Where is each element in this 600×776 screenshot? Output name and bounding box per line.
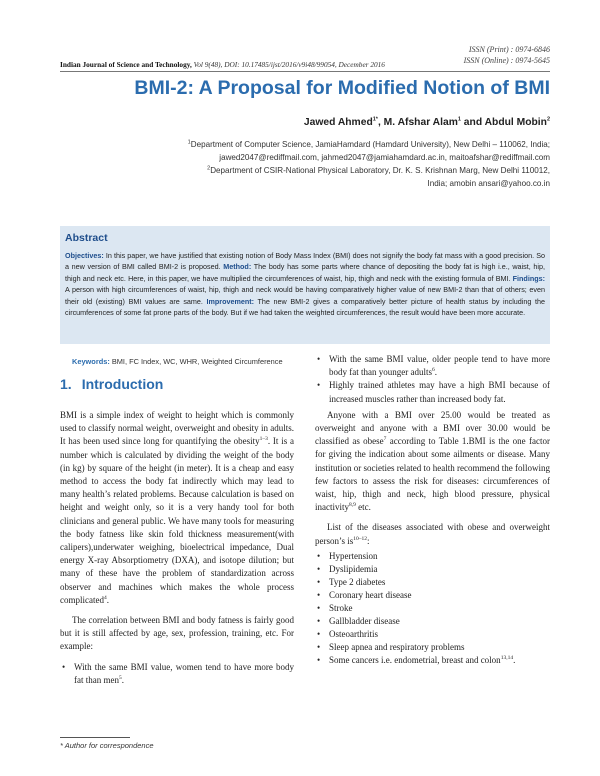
citation: 1–3 bbox=[259, 436, 268, 443]
footnote: * Author for correspondence bbox=[60, 741, 154, 750]
paragraph bbox=[60, 409, 294, 607]
list-item: • Highly trained athletes may have a high BMI because of increased muscles rather than increased body fat. bbox=[315, 379, 550, 405]
findings-text: A person with high circumferences of waist, hip, thigh and neck would be having comparatively higher value of new BMI-2 than that of others; even their old (existing) BMI values are same. bbox=[65, 285, 545, 306]
disease-item: • Coronary heart disease bbox=[315, 589, 550, 602]
paragraph: The correlation between BMI and body fatness is fairly good but it is still affected by age, sex, profession, training, etc. For example: bbox=[60, 615, 294, 652]
author-3: Abdul Mobin bbox=[484, 117, 547, 128]
affiliation-1-emails: jawed2047@rediffmail.com, jahmed2047@jamiahamdard.ac.in, maitoafshar@rediffmail.com bbox=[219, 153, 550, 162]
paragraph-text: . It is a number which is calculated by dividing the weight of the body (in kg) by square of the height (in meter). It is a cheap and easy method to access the body fat indirectly which may lead to many health’s related problems. Because calculation is based on height and weight only, so it is a very handy tool for both clinicians and general public. We have many tools for measuring the body fatness like skin fold thickness measurement(with calipers),underwater weighing, bioelectrical impedance, Dual energy X-ray Absorptiometry (DXA), and isotope dilution; but many of these have the problem of standardization across observer and machines which makes the whole process complicated bbox=[60, 436, 294, 605]
bullet-list bbox=[60, 661, 294, 687]
disease-item: • Stroke bbox=[315, 602, 550, 615]
disease-item: • Hypertension bbox=[315, 550, 550, 563]
author-list bbox=[304, 117, 550, 128]
affiliation-2 bbox=[207, 164, 550, 177]
paragraph-text: . bbox=[106, 594, 109, 605]
list-item-text: With the same BMI value, older people tend to have more body fat than younger adults bbox=[329, 354, 550, 378]
journal-name: Indian Journal of Science and Technology, bbox=[60, 60, 192, 69]
author-3-marker: 2 bbox=[546, 116, 550, 123]
disease-item: • Osteoarthritis bbox=[315, 628, 550, 641]
affiliation-2-marker: 2 bbox=[207, 165, 211, 172]
author-separator: , bbox=[377, 117, 384, 128]
paragraph bbox=[315, 409, 550, 515]
abstract-text bbox=[65, 250, 545, 318]
paragraph-text: etc. bbox=[355, 502, 371, 513]
author-1: Jawed Ahmed bbox=[303, 117, 373, 128]
method-label: Method: bbox=[223, 262, 252, 272]
paragraph-text: List of the diseases associated with obese and overweight person’s is bbox=[315, 522, 550, 546]
abstract-heading: Abstract bbox=[65, 232, 108, 244]
disease-item-text: . bbox=[513, 654, 516, 665]
citation: 5 bbox=[118, 674, 122, 681]
list-item bbox=[60, 661, 294, 687]
disease-item: • Dyslipidemia bbox=[315, 563, 550, 576]
keywords-label: Keywords: bbox=[72, 357, 110, 366]
paragraph-text: according to Table 1.BMI is the one factor for giving the indication about some ailments or disease. Many institution or societies related to health recommend the following few factors to assess the risk for diseases: circumferences of waist, hip, thigh and neck, high blood pressure, physical inactivity bbox=[315, 436, 550, 513]
objectives-text: In this paper, we have justified that existing notion of Body Mass Index (BMI) does not signify the body fat mass with a good precision. So a new version of BMI called BMI-2 is proposed. bbox=[65, 251, 545, 272]
journal-citation bbox=[60, 60, 560, 69]
disease-list bbox=[315, 550, 550, 667]
disease-item: • Gallbladder disease bbox=[315, 615, 550, 628]
citation: 7 bbox=[383, 436, 387, 443]
paragraph bbox=[315, 521, 550, 547]
citation: 8,9 bbox=[349, 502, 356, 509]
citation: 4 bbox=[103, 594, 107, 601]
improvement-text: The new BMI-2 gives a comparatively better picture of health status by including the circumferences of some fat prone parts of the body. But if we had taken the weighted circumferences, the result would have been more accurate. bbox=[65, 296, 545, 318]
issn-online: ISSN (Online) : 0974-5645 bbox=[463, 56, 550, 65]
author-2: M. Afshar Alam bbox=[383, 117, 458, 128]
right-column bbox=[315, 353, 550, 670]
journal-details: Vol 9(48), DOI: 10.17485/ijst/2016/v9i48/99054, December 2016 bbox=[191, 60, 385, 69]
paper-title: BMI-2: A Proposal for Modified Notion of BMI bbox=[134, 77, 550, 99]
list-item-text: With the same BMI value, women tend to have more body fat than men bbox=[74, 661, 294, 685]
left-column bbox=[60, 409, 294, 690]
footnote-rule bbox=[60, 737, 130, 738]
objectives-label: Objectives: bbox=[65, 251, 104, 260]
disease-item: • Sleep apnea and respiratory problems bbox=[315, 641, 550, 654]
disease-item bbox=[315, 654, 550, 667]
bullet-list bbox=[315, 353, 550, 406]
section-title: Introduction bbox=[81, 376, 164, 392]
citation: 13,14 bbox=[500, 654, 514, 661]
paragraph-text: BMI is a simple index of weight to height which is commonly used to classify normal weight, overweight and obesity in adults. It has been used since long for quantifying the obesity bbox=[60, 410, 294, 447]
paragraph-text: : bbox=[367, 535, 370, 546]
list-item-text: . bbox=[434, 367, 437, 378]
improvement-label: Improvement: bbox=[206, 296, 255, 306]
affiliation-1-marker: 1 bbox=[187, 139, 191, 146]
abstract-box bbox=[60, 226, 550, 344]
method-text: The body has some parts where chance of depositing the body fat is high i.e., waist, hip, thigh and neck etc. Here, in this paper, we have multiplied the circumferences of waist, hip, thigh and neck with the existing formula of BMI. bbox=[65, 262, 545, 283]
affiliation-1-text: Department of Computer Science, JamiaHamdard (Hamdard University), New Delhi – 110062, India; bbox=[190, 140, 550, 149]
section-number: 1. bbox=[60, 376, 72, 392]
citation: 10–12 bbox=[353, 535, 367, 542]
paragraph-text: Anyone with a BMI over 25.00 would be treated as overweight and anyone with a BMI over 30.00 would be classified as obese bbox=[315, 409, 550, 447]
affiliation-2-text: Department of CSIR-National Physical Laboratory, Dr. K. S. Krishnan Marg, New Delhi 110012, bbox=[210, 166, 550, 175]
affiliation-1 bbox=[188, 138, 550, 151]
section-heading-introduction bbox=[60, 376, 163, 392]
keywords-text: BMI, FC Index, WC, WHR, Weighted Circumference bbox=[109, 357, 283, 366]
citation: 6 bbox=[431, 367, 435, 374]
header-rule bbox=[60, 71, 550, 72]
disease-item: • Type 2 diabetes bbox=[315, 576, 550, 589]
findings-label: Findings: bbox=[512, 273, 545, 283]
keywords bbox=[72, 357, 283, 366]
list-item bbox=[315, 353, 550, 379]
author-separator: and bbox=[460, 117, 485, 128]
issn-print: ISSN (Print) : 0974-6846 bbox=[468, 45, 550, 54]
author-2-marker: 1 bbox=[457, 116, 461, 123]
list-item-text: . bbox=[121, 674, 124, 685]
affiliation-2-email: India; amobin ansari@yahoo.co.in bbox=[427, 179, 550, 188]
author-1-marker: 1* bbox=[372, 116, 378, 123]
disease-item-text: Some cancers i.e. endometrial, breast and colon bbox=[329, 654, 501, 665]
